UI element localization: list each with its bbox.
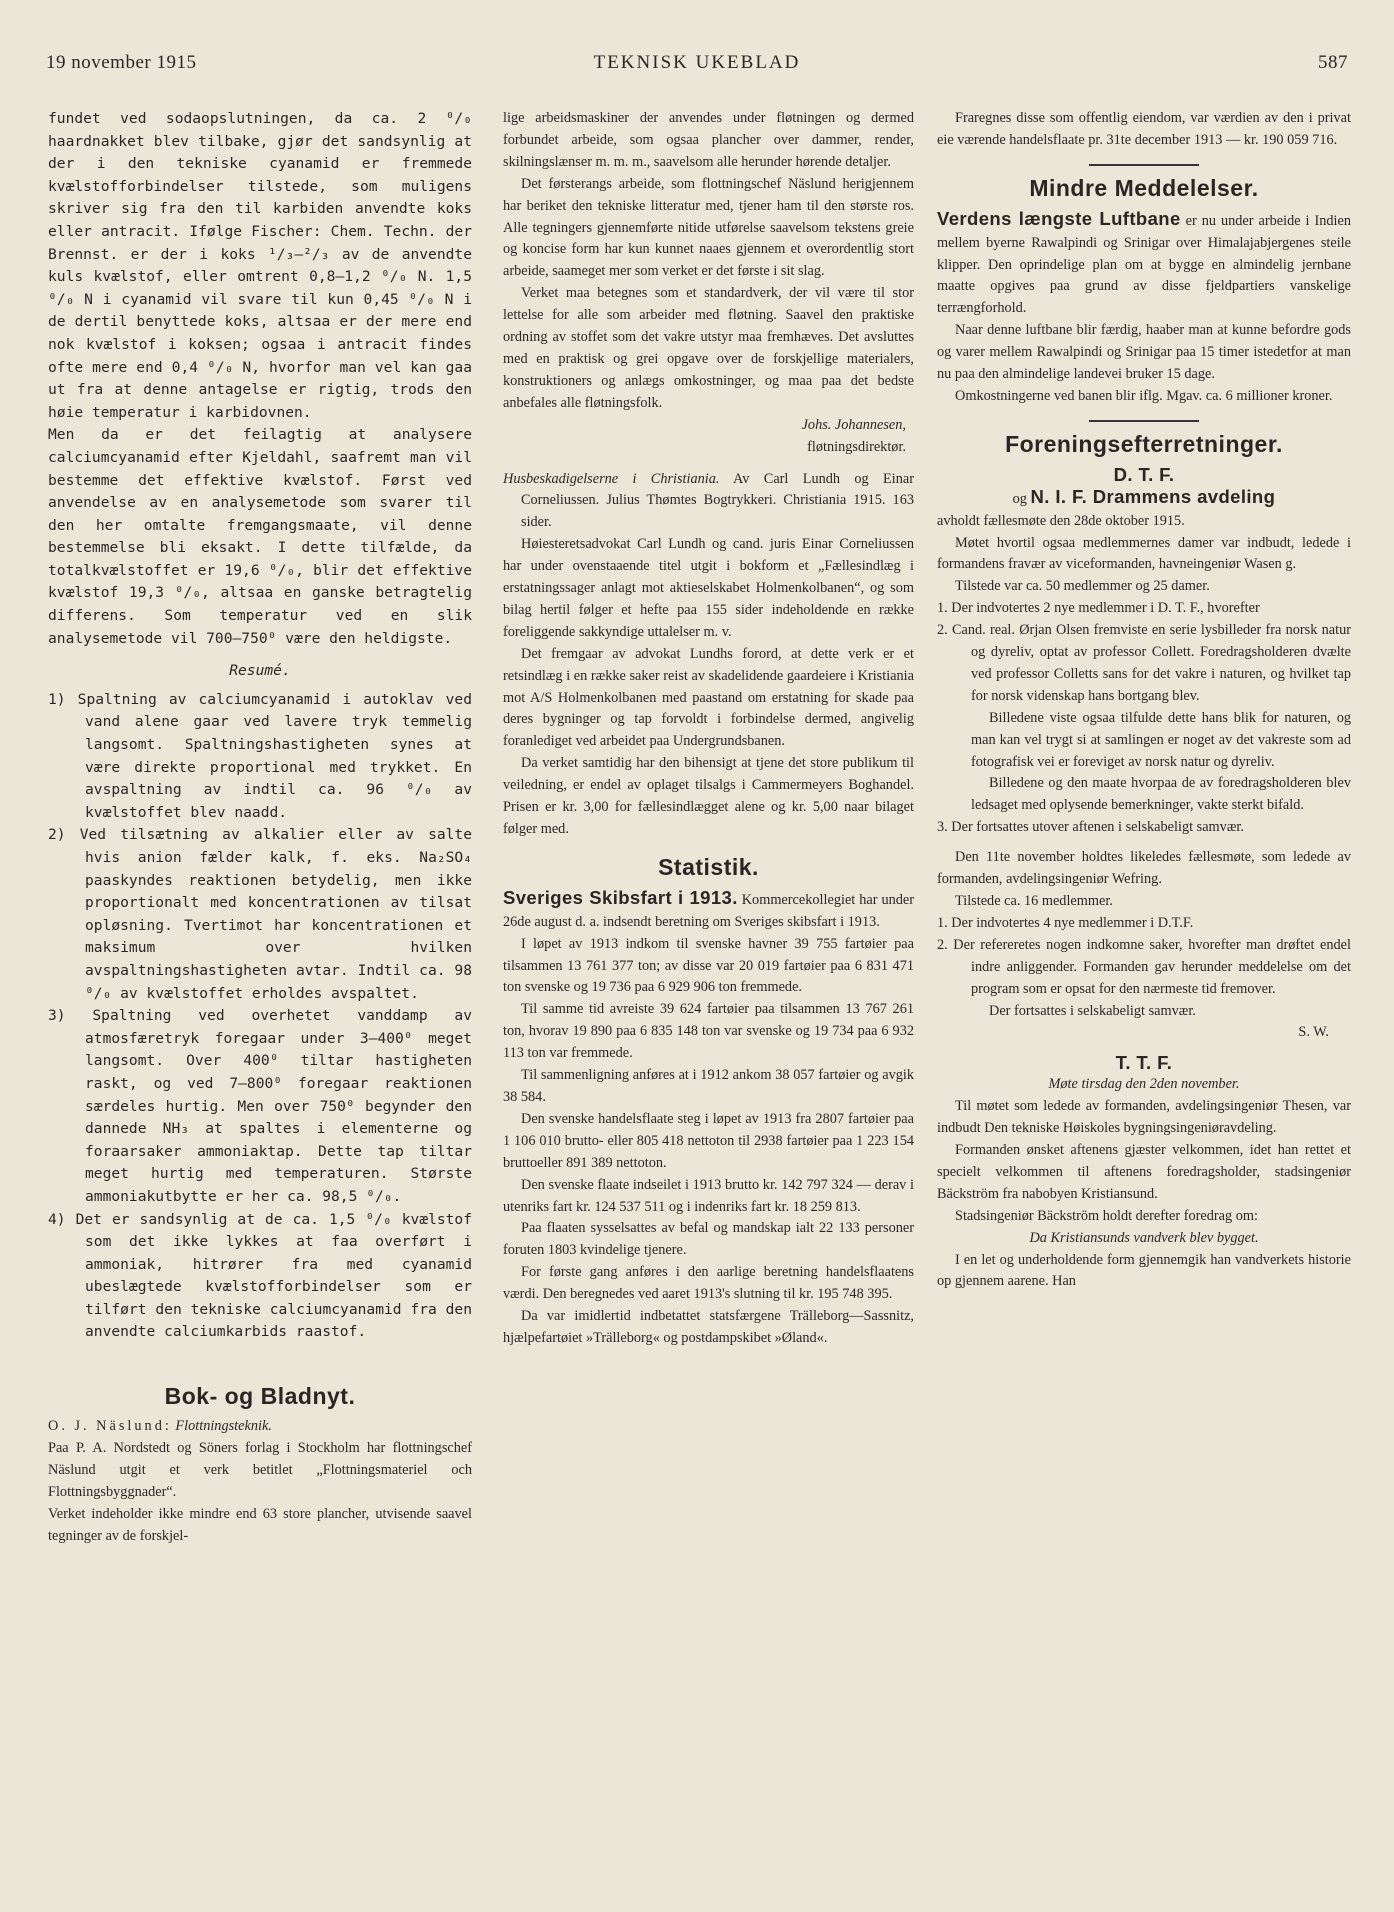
sverige-intro-text: Kommercekollegiet har under 26de august d. a. indsendt beretning om Sveriges skibsfart i 1913. — [503, 891, 914, 930]
subheading-luftbane: Verdens længste Luftbane — [937, 207, 1181, 229]
meeting-item: 2. Der refereretes nogen indkomne saker, hvorefter man drøftet endel indre anliggender. Formanden gav herunder meddelelse om det program som er opsat for den nærmeste tid fremover. — [937, 936, 1351, 997]
col2-paragraph: Til samme tid avreiste 39 624 fartøier paa tilsammen 13 767 261 ton, hvorav 19 890 paa 6 835 148 ton var svenske og 19 734 paa 6 932 113 ton var fremmede. — [503, 1001, 914, 1062]
subheading-dtf: D. T. F. — [1113, 463, 1175, 485]
meeting-date: Møte tirsdag den 2den november. — [1048, 1076, 1240, 1093]
col1-paragraph: Verket indeholder ikke mindre end 63 store plancher, utvisende saavel tegninger av de forskjel- — [48, 1505, 472, 1544]
book-ref-details: Av Carl Lundh og Einar Corneliussen. Julius Thømtes Bogtrykkeri. Christiania 1915. 163 sider. — [521, 470, 914, 531]
col2-paragraph: Det fremgaar av advokat Lundhs forord, at dette verk er et retsindlæg i en række saker reist av skadelidende gaardeiere i Kristiania mot A/S Holmenkolbanen med paastand om erstatning for skade paa deres bygninger og tap forvoldt i forbindelse dermed, angivelig foranlediget ved arbeidet paa Undergrundsbanen. — [503, 645, 914, 750]
col1-paragraph: Men da er det feilagtig at analysere calciumcyanamid efter Kjeldahl, saafremt man vil bestemme det effektive kvælstof. Først ved anvendelse av en analysemetode som svarer til den her omtalte fremgangsmaate, vil denne bestemmelse bli eksakt. I dette tilfælde, da totalkvælstoffet er 19,6 ⁰/₀, blir det effektive kvælstof 19,3 ⁰/₀, altsaa en ganske betragtelig differens. Som temperatur ved en slik analysemetode vil 700—750⁰ være den heldigste. — [48, 426, 472, 647]
subheading-nif: N. I. F. Drammens avdeling — [1030, 485, 1276, 507]
col2-paragraph: Høiesteretsadvokat Carl Lundh og cand. juris Einar Corneliussen har under ovenstaaende titel utgit i bokform et „Fællesindlæg i erstatningssager anlagt mot aktieselskabet Holmenkolbanen“, og som bilag hertil følger et hefte paa 155 sider indeholdende en række foreliggende sakkyndige uttalelser m. v. — [503, 536, 914, 640]
section-heading-statistik: Statistik. — [658, 853, 759, 880]
col2-paragraph: Da verket samtidig har den bihensigt at tjene det store publikum til veiledning, er endel av oplaget tilsalgs i Cammermeyers Boghandel. Prisen er kr. 3,00 for fællesindlægget alene og kr. 5,00 naar bilaget følger med. — [503, 755, 914, 837]
col3-paragraph: Tilstede ca. 16 medlemmer. — [955, 893, 1113, 909]
col3-paragraph: Billedene viste ogsaa tilfulde dette hans blik for naturen, og man kan vel trygt si at samlingen er noget av det vakreste som ad fotografisk vei er foreviget av norsk natur og dyreliv. — [971, 709, 1351, 770]
header-page-number: 587 — [1318, 52, 1348, 73]
resume-item: 2) Ved tilsætning av alkalier eller av salte hvis anion fælder kalk, f. eks. Na₂SO₄ paaskyndes reaktionen betydelig, men ikke proportionalt med koncentrationen av tilsat opløsning. Tvertimot har koncentrationen et maksimum over hvilken avspaltningshastigheten avtar. Indtil ca. 98 ⁰/₀ av kvælstoffet erholdes avspaltet. — [48, 826, 472, 1002]
col3-paragraph: Stadsingeniør Bäckström holdt derefter foredrag om: — [955, 1207, 1258, 1224]
col3-paragraph: Til møtet som ledede av formanden, avdelingsingeniør Thesen, var indbudt Den tekniske Høiskoles bygningsingeniøravdeling. — [937, 1098, 1351, 1137]
meeting-item: 1. Der indvotertes 2 nye medlemmer i D. T. F., hvorefter — [937, 600, 1260, 617]
col2-paragraph: Til sammenligning anføres at i 1912 ankom 38 057 fartøier og avgik 38 584. — [503, 1067, 914, 1105]
col3-paragraph: I en let og underholdende form gjennemgik han vandverkets historie op gjennem aarene. Han — [937, 1251, 1351, 1290]
col2-paragraph: Den svenske flaate indseilet i 1913 brutto kr. 142 797 324 — derav i utenriks fart kr. 124 537 511 og i indenriks fart kr. 18 259 813. — [503, 1176, 914, 1215]
col3-paragraph: Billedene og den maate hvorpaa de av foredragsholderen blev ledsaget med oplysende bemerkninger, vakte sterkt bifald. — [971, 775, 1351, 814]
column-3 — [937, 108, 1351, 1293]
column-2 — [503, 108, 914, 1350]
page-header — [46, 52, 1348, 82]
header-date: 19 november 1915 — [46, 52, 197, 73]
col3-paragraph: Formanden ønsket aftenens gjæster velkommen, idet han rettet et specielt velkommen til aftenens foredragsholder, stadsingeniør Bäckström fra nabobyen Kristiansund. — [937, 1141, 1351, 1202]
col1-paragraph: fundet ved sodaopslutningen, da ca. 2 ⁰/₀ haardnakket blev tilbake, gjør det sandsynlig at der i den tekniske cyanamid er fremmede kvælstofforbindelser tilstede, som muligens skriver sig fra den til karbiden anvendte koks eller antracit. Ifølge Fischer: Chem. Techn. der Brennst. er der i koks ¹/₃—²/₃ av de anvendte kuls kvælstof, eller omtrent 0,8—1,2 ⁰/₀ N. 1,5 ⁰/₀ N i cyanamid vil svare til kun 0,45 ⁰/₀ N i de dertil benyttede koks, altsaa er der mere end nok kvælstof i koksen; ogsaa i antracit findes ofte mere end 0,4 ⁰/₀ N, hvorfor man vel kan gaa ut fra at denne antagelse er rigtig, trods den høie temperatur i karbidovnen. — [48, 110, 472, 421]
signature: S. W. — [1298, 1024, 1329, 1041]
resume-item: 1) Spaltning av calciumcyanamid i autoklav ved vand alene gaar ved lavere tryk temmelig langsomt. Spaltningshastigheten synes at være direkte proportional med trykket. En avspaltning av indtil ca. 96 ⁰/₀ av kvælstoffet blev naadd. — [48, 690, 472, 821]
subheading-ttf: T. T. F. — [1115, 1052, 1173, 1074]
col2-paragraph: For første gang anføres i den aarlige beretning handelsflaatens værdi. Den beregnedes ved aaret 1913's slutning til kr. 195 748 395. — [503, 1264, 914, 1303]
col3-paragraph: Omkostningerne ved banen blir iflg. Mgav. ca. 6 millioner kroner. — [955, 387, 1333, 404]
col3-paragraph: Tilstede var ca. 50 medlemmer og 25 damer. — [955, 578, 1210, 595]
col3-paragraph: avholdt fællesmøte den 28de oktober 1915. — [937, 512, 1185, 529]
subheading-nif-line — [937, 486, 1351, 511]
col2-paragraph: Verket maa betegnes som et standardverk, der vil være til stor lettelse for alle som arbeider med fløtning. Saavel den praktiske ordning av stoffet som det vakre utstyr maa fremhæves. Det avsluttes med en praktisk og grei opgave over de forskjellige materialers, konstruktioners og anlægs omkostninger, og maa paa det bedste anbefales alle fløtningsfolk. — [503, 285, 914, 411]
col1-paragraph: Paa P. A. Nordstedt og Söners forlag i Stockholm har flottningschef Näslund utgit et verk betitlet „Flottningsmateriel och Flottningsbyggnader“. — [48, 1439, 472, 1500]
signature-title: fløtningsdirektør. — [807, 438, 906, 455]
col2-paragraph: Den svenske handelsflaate steg i løpet av 1913 fra 2807 fartøier paa 1 106 010 brutto- eller 805 418 nettoton til 2938 fartøier paa 1 223 154 bruttoeller 891 389 nettoton. — [503, 1110, 914, 1171]
meeting-item: 1. Der indvotertes 4 nye medlemmer i D.T.F. — [937, 914, 1194, 931]
col3-paragraph: Der fortsattes i selskabeligt samvær. — [989, 1002, 1196, 1019]
section-heading-foreningsefterretninger: Foreningsefterretninger. — [1005, 430, 1283, 457]
conjunction: og — [1012, 490, 1027, 507]
book-title: Flottningsteknik. — [175, 1417, 272, 1434]
col2-paragraph: Paa flaaten sysselsattes av befal og mandskap ialt 22 133 personer foruten 1803 kvindelige tjenere. — [503, 1220, 914, 1259]
column-1 — [48, 108, 472, 1547]
luftbane-text: er nu under arbeide i Indien mellem byerne Rawalpindi og Srinigar over Himalajabjergenes steile klipper. Den oprindelige plan om at bygge en almindelig jernbane maatte opgives paa grund av disse fjeldpartiers vanskelige terrængforhold. — [937, 212, 1351, 317]
col2-paragraph: lige arbeidsmaskiner der anvendes under fløtningen og dermed forbundet arbeide, som ogsaa plancher over dammer, render, skilningslænser m. m. m., saavelsom alle herunder hørende detaljer. — [503, 110, 914, 170]
book-ref — [48, 1416, 472, 1438]
book-ref — [503, 469, 914, 535]
resume-heading: Resumé. — [229, 662, 291, 680]
header-journal-title: TEKNISK UKEBLAD — [593, 52, 801, 73]
signature-name: Johs. Johannesen, — [801, 416, 906, 433]
subheading-sverige: Sveriges Skibsfart i 1913. — [503, 886, 738, 908]
book-title: Husbeskadigelserne i Christiania. — [503, 470, 720, 487]
col3-paragraph: Naar denne luftbane blir færdig, haaber man at kunne befordre gods og varer mellem Rawalpindi og Srinigar paa 15 timer istedetfor at man nu paa den almindelige landevei bruker 15 dage. — [937, 322, 1351, 383]
resume-item: 3) Spaltning ved overhetet vanddamp av atmosfæretryk foregaar under 3—400⁰ meget langsomt. Over 400⁰ tiltar hastigheten raskt, og ved 7—800⁰ foregaar reaktionen særdeles hurtig. Men over 750⁰ begynder den dannede NH₃ at spaltes i elementerne og foraarsaker ammoniaktap. Dette tap tiltar meget hurtig med temperaturen. Største ammoniakutbytte er her ca. 98,5 ⁰/₀. — [48, 1007, 472, 1205]
section-divider — [1089, 420, 1199, 422]
sverige-intro — [503, 887, 914, 934]
section-divider — [1089, 164, 1199, 166]
lecture-title: Da Kristiansunds vandverk blev bygget. — [1029, 1229, 1259, 1246]
book-author: O. J. Näslund: — [48, 1417, 172, 1434]
resume-item: 4) Det er sandsynlig at de ca. 1,5 ⁰/₀ kvælstof som det ikke lykkes at faa overført i ammoniak, hitrører fra med cyanamid ubeslægtede kvælstofforbindelser som er tilført den tekniske calciumcyanamid fra den anvendte calciumkarbids raastof. — [48, 1210, 472, 1341]
section-heading-bok: Bok- og Bladnyt. — [164, 1383, 356, 1410]
col3-paragraph: Møtet hvortil ogsaa medlemmernes damer var indbudt, ledede i formandens fravær av viceformanden, havneingeniør Wasen g. — [937, 534, 1351, 573]
col3-paragraph: Den 11te november holdtes likeledes fællesmøte, som ledede av formanden, avdelingsingeniør Wefring. — [937, 849, 1351, 888]
col3-paragraph: Fraregnes disse som offentlig eiendom, var værdien av den i privat eie værende handelsflaate pr. 31te december 1913 — kr. 190 059 716. — [937, 110, 1351, 148]
meeting-item: 2. Cand. real. Ørjan Olsen fremviste en serie lysbilleder fra norsk natur og dyreliv, optat av professor Collett. Foredragsholderen dvælte ved professor Colletts sans for det vakre i naturen, og hvilket tap for norsk videnskap hans bortgang blev. — [937, 622, 1351, 704]
meeting-item: 3. Der fortsattes utover aftenen i selskabeligt samvær. — [937, 819, 1244, 836]
section-heading-mindre: Mindre Meddelelser. — [1029, 174, 1259, 201]
col2-paragraph: I løpet av 1913 indkom til svenske havner 39 755 fartøier paa tilsammen 13 761 377 ton; av disse var 20 019 fartøier paa 6 831 471 ton svenske og 19 736 paa 6 929 906 ton fremmede. — [503, 935, 914, 996]
col2-paragraph: Det førsterangs arbeide, som flottningschef Näslund herigjennem har beriket den tekniske litteratur med, tjener ham til den største ros. Alle tegningers gjennemførte nitide utførelse saavelsom tekstens greie og koncise form har kun kunnet naaes gjennem et overordentlig stort arbeide, saameget mer som verket er det første i sit slag. — [503, 175, 914, 280]
col2-paragraph: Da var imidlertid indbetattet statsfærgene Trälleborg—Sassnitz, hjælpefartøiet »Trälleborg« og postdampskibet »Øland«. — [503, 1308, 914, 1346]
luftbane-intro — [937, 208, 1351, 321]
